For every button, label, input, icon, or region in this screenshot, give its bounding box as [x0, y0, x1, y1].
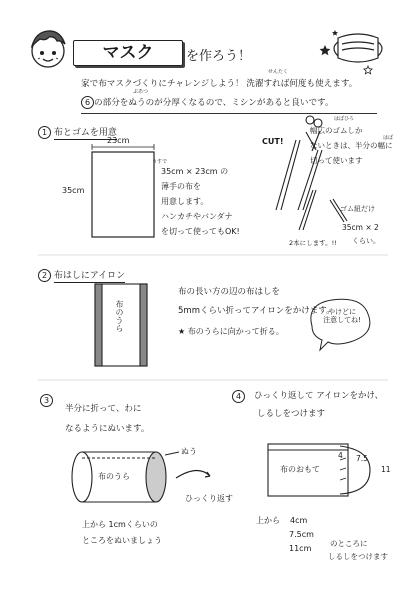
step-1-desc [161, 164, 240, 239]
width-label: 23cm [107, 136, 130, 145]
mark-note-1: のところに [330, 539, 368, 548]
step-number-badge: 4 [232, 390, 245, 403]
step-2-note: ★ 布のうらに向かって折る。 [178, 327, 284, 336]
fabric-back-label: 布のうら [115, 300, 124, 332]
desc-line: ハンカチやバンダナ [161, 212, 233, 221]
burn-warning [320, 309, 364, 324]
desc-line: 用意します。 [161, 197, 209, 206]
rubber-approx: くらい。 [352, 237, 380, 245]
desc-line: 35cm × 23cm の [161, 167, 229, 176]
step-3-bottom-1: 上から 1cmくらいの [82, 520, 158, 529]
intro-box [81, 75, 377, 114]
ruby-haba: はば [383, 135, 394, 141]
turn-over-label: ひっくり返す [185, 494, 233, 503]
fabric-back-label: 布のうら [98, 472, 130, 481]
intro-line-2-text: の部分をぬうのが分厚くなるので、ミシンがあると良いです。 [94, 98, 334, 108]
step-2-desc-1: 布の長い方の辺の布はしを [178, 287, 281, 297]
height-label: 35cm [62, 186, 85, 195]
step-2-desc-2: 5mmくらい折ってアイロンをかけます。 [178, 306, 335, 316]
rubber-size: 35cm × 2 [342, 223, 379, 232]
step-3-desc-2: なるようにぬいます。 [65, 424, 150, 434]
step-2-heading [38, 268, 125, 282]
rubber-label: ゴム紐だけ [340, 205, 375, 213]
measure-11cm: 11cm [289, 544, 312, 553]
cut-label: CUT! [262, 137, 284, 146]
step-2-title: 布はしにアイロン [53, 271, 126, 281]
measure-4cm: 4cm [290, 516, 308, 525]
elastic-desc [310, 123, 393, 168]
mark-11-label: 11 [381, 465, 391, 474]
step-number-badge: 3 [40, 394, 53, 407]
step-4-desc-1: ひっくり返して アイロンをかけ、 [254, 391, 384, 401]
two-pieces-note: 2本にします。!! [289, 239, 337, 247]
step-number-badge: 2 [38, 269, 51, 282]
desc-line: を切って使ってもOK! [161, 227, 240, 236]
page-title: マスク [73, 40, 183, 66]
bubble-line: やけどに [328, 308, 356, 316]
measure-7-5cm: 7.5cm [289, 530, 314, 539]
desc-line: 切って使います [310, 156, 363, 165]
step-number-badge: 6 [81, 96, 94, 109]
desc-line: 幅広のゴムしか [310, 126, 363, 135]
mask-icon [334, 34, 382, 62]
ruby-buatsu: ぶあつ [133, 89, 149, 95]
sew-label: ぬう [181, 447, 197, 456]
bubble-line: 注意してね! [323, 315, 361, 324]
mark-7-5-label: 7.5 [356, 454, 368, 463]
fabric-rectangle [92, 152, 154, 237]
desc-line: ないときは、半分の幅に [310, 141, 393, 150]
step-4-heading [232, 390, 245, 403]
child-face-icon [32, 31, 65, 67]
step-1-heading [38, 125, 117, 139]
mark-4-label: 4 [338, 451, 343, 460]
intro-line-1: 家で布マスクづくりにチャレンジしよう！ 洗濯すれば何度も使えます。 [81, 79, 358, 89]
step-1-title: 布とゴムを用意 [53, 128, 117, 138]
step-2-note-text: 布のうらに向かって折る。 [187, 327, 284, 336]
ruby-habahiro: はばひろ [334, 116, 355, 122]
step-3-desc-1: 半分に折って、わに [65, 404, 142, 414]
from-top-label: 上から [256, 516, 280, 525]
desc-line: 薄手の布を [161, 182, 201, 191]
mark-note-2: しるしをつけます [328, 552, 388, 561]
step-4-desc-2: しるしをつけます [257, 409, 326, 419]
step-number-badge: 1 [38, 126, 51, 139]
page-title-suffix: を作ろう！ [186, 49, 252, 64]
intro-line-2 [81, 94, 377, 113]
ruby-sentaku: せんたく [268, 69, 289, 75]
turn-arrow-icon [176, 470, 210, 478]
ruby-usude: うすで [152, 159, 168, 165]
step-3-heading [40, 394, 53, 407]
fabric-front-label: 布のおもて [280, 465, 320, 474]
step-3-bottom-2: ところをぬいましょう [82, 536, 162, 545]
